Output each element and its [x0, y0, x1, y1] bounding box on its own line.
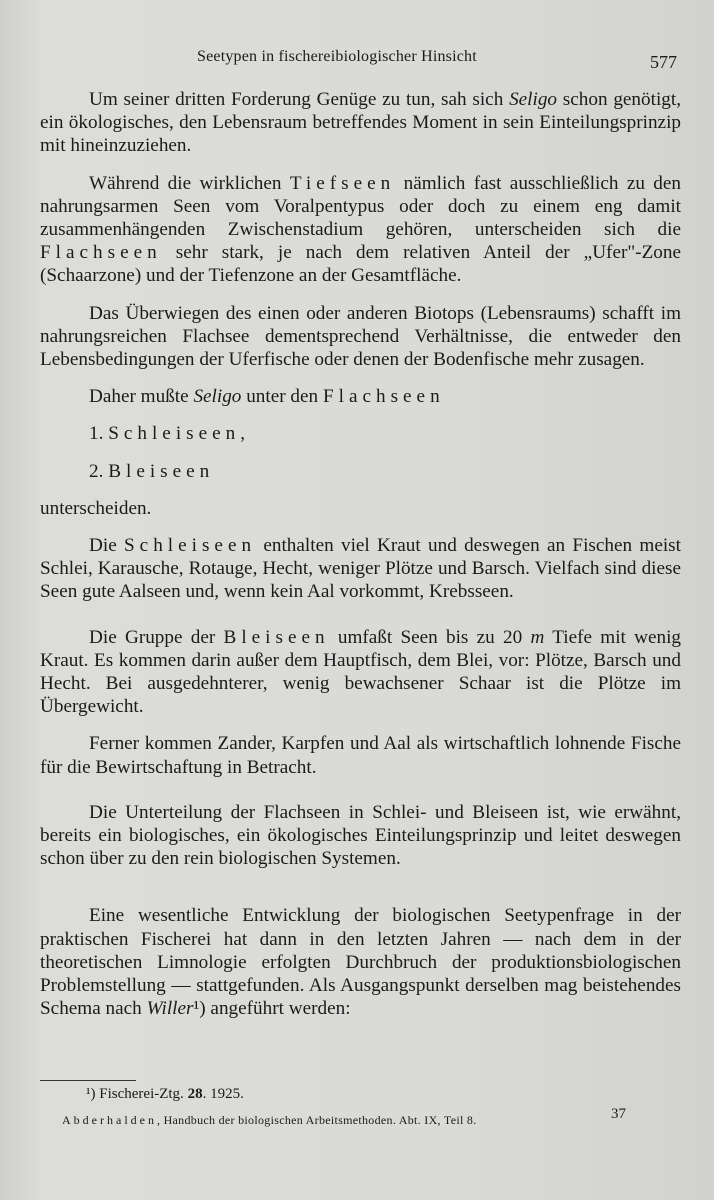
footnote-text-c: . 1925.: [202, 1086, 244, 1102]
footer-editor: Abderhalden: [62, 1113, 157, 1127]
paragraph-10-text-a: Eine wesentliche Entwicklung der biologischen Seetypenfrage in der praktischen Fischerei hat dann in den letzten Jahren — nach dem in der theoretischen Limnologie erfolgten Durchbruch der produktionsbiologischen Problemstellung — stattgefunden. Als Ausgangspunkt derselben mag beistehendes Schema nach: [40, 905, 681, 1020]
list-item-2: [40, 460, 681, 483]
footnote-divider: [40, 1080, 136, 1081]
page-footer: [62, 1113, 477, 1128]
list-term-schleiseen: Schleiseen,: [108, 423, 251, 445]
running-title: Seetypen in fischereibiologischer Hinsicht: [197, 48, 477, 65]
paragraph-4-text-a: Daher mußte: [89, 386, 194, 408]
paragraph-2-text-e: sehr stark, je nach dem relativen Anteil der „Ufer"-Zone (Schaarzone) und der Tiefenzone an der Gesamtfläche.: [40, 242, 681, 287]
list-item-1: [40, 422, 681, 445]
term-tiefseen: Tiefseen: [289, 172, 396, 194]
term-flachseen: Flachseen: [40, 242, 162, 264]
paragraph-3: Das Überwiegen des einen oder anderen Biotops (Lebensraums) schafft im nahrungsreichen Flachsee dementsprechend Verhältnisse, die entweder den Lebensbedingungen der Uferfische oder denen der Bodenfische mehr zusagen.: [40, 302, 681, 371]
paragraph-6-text-a: Die: [89, 535, 124, 557]
page-number: 577: [650, 52, 677, 72]
footnote-volume: 28: [187, 1086, 203, 1102]
paragraph-9: Die Unterteilung der Flachseen in Schlei- und Bleiseen ist, wie erwähnt, bereits ein biologisches, ein ökologisches Einteilungsprinzip und leitet deswegen schon über zu den rein biologischen Systemen.: [40, 801, 681, 870]
paragraph-7-text-a: Die Gruppe der: [89, 626, 224, 648]
term-schleiseen: Schleiseen: [124, 535, 257, 557]
footnote-reference: ¹): [193, 998, 206, 1020]
author-name-willer: Willer: [146, 998, 194, 1020]
paragraph-1-text-c: schon genötigt, ein ökologisches, den Lebensraum betreffendes Moment in sein Einteilungsprinzip mit hineinzuziehen.: [40, 89, 681, 157]
footnote-mark: ¹): [86, 1086, 96, 1102]
term-bleiseen: Bleiseen: [223, 626, 330, 648]
term-flachseen-2: Flachseen: [322, 386, 445, 408]
signature-mark: 37: [611, 1106, 626, 1122]
paragraph-1-text-a: Um seiner dritten Forderung Genüge zu tun, sah sich: [89, 89, 510, 110]
paragraph-10: [40, 904, 681, 1020]
footnote-text-a: Fischerei-Ztg.: [95, 1086, 188, 1102]
footer-series: , Handbuch der biologischen Arbeitsmethoden. Abt. IX, Teil 8.: [156, 1113, 477, 1127]
paragraph-1: [40, 88, 681, 158]
paragraph-7-text-c: umfaßt Seen bis zu 20: [329, 626, 531, 648]
list-number-2: 2.: [89, 460, 104, 482]
paragraph-6: [40, 534, 681, 604]
paragraph-4-text-c: unter den: [241, 386, 323, 408]
unit-m: m: [530, 626, 545, 648]
paragraph-10-text-d: angeführt werden:: [205, 998, 351, 1020]
footnote: [86, 1086, 244, 1103]
paragraph-7-text-e: Tiefe mit wenig Kraut. Es kommen darin außer dem Hauptfisch, dem Blei, vor: Plötze, Barsch und Hecht. Bei ausgedehnterer, wenig bewachsener Schaar ist die Plötze im Übergewicht.: [40, 626, 681, 718]
running-header: [0, 48, 714, 78]
paragraph-2-text-a: Während die wirklichen: [89, 172, 290, 194]
paragraph-2-text-c: nämlich fast ausschließlich zu den nahrungsarmen Seen vom Voralpentypus oder doch zu einem eng damit zusammenhängenden Zwischenstadium gehören, unterscheiden sich die: [40, 172, 682, 241]
paragraph-7: [40, 626, 681, 719]
list-number-1: 1.: [89, 423, 104, 445]
paragraph-6-text-c: enthalten viel Kraut und deswegen an Fischen meist Schlei, Karausche, Rotauge, Hecht, weniger Plötze und Barsch. Vielfach sind diese Seen gute Aalseen und, wenn kein Aal vorkommt, Krebsseen.: [40, 535, 681, 603]
main-text: [40, 88, 681, 1021]
paragraph-4: [40, 385, 681, 408]
list-term-bleiseen: Bleiseen: [108, 460, 215, 482]
author-name-seligo-2: Seligo: [193, 386, 242, 408]
paragraph-8: Ferner kommen Zander, Karpfen und Aal als wirtschaftlich lohnende Fische für die Bewirtschaftung in Betracht.: [40, 733, 681, 778]
paragraph-5: unterscheiden.: [40, 497, 152, 519]
paragraph-2: [40, 172, 681, 288]
author-name-seligo: Seligo: [509, 89, 558, 110]
